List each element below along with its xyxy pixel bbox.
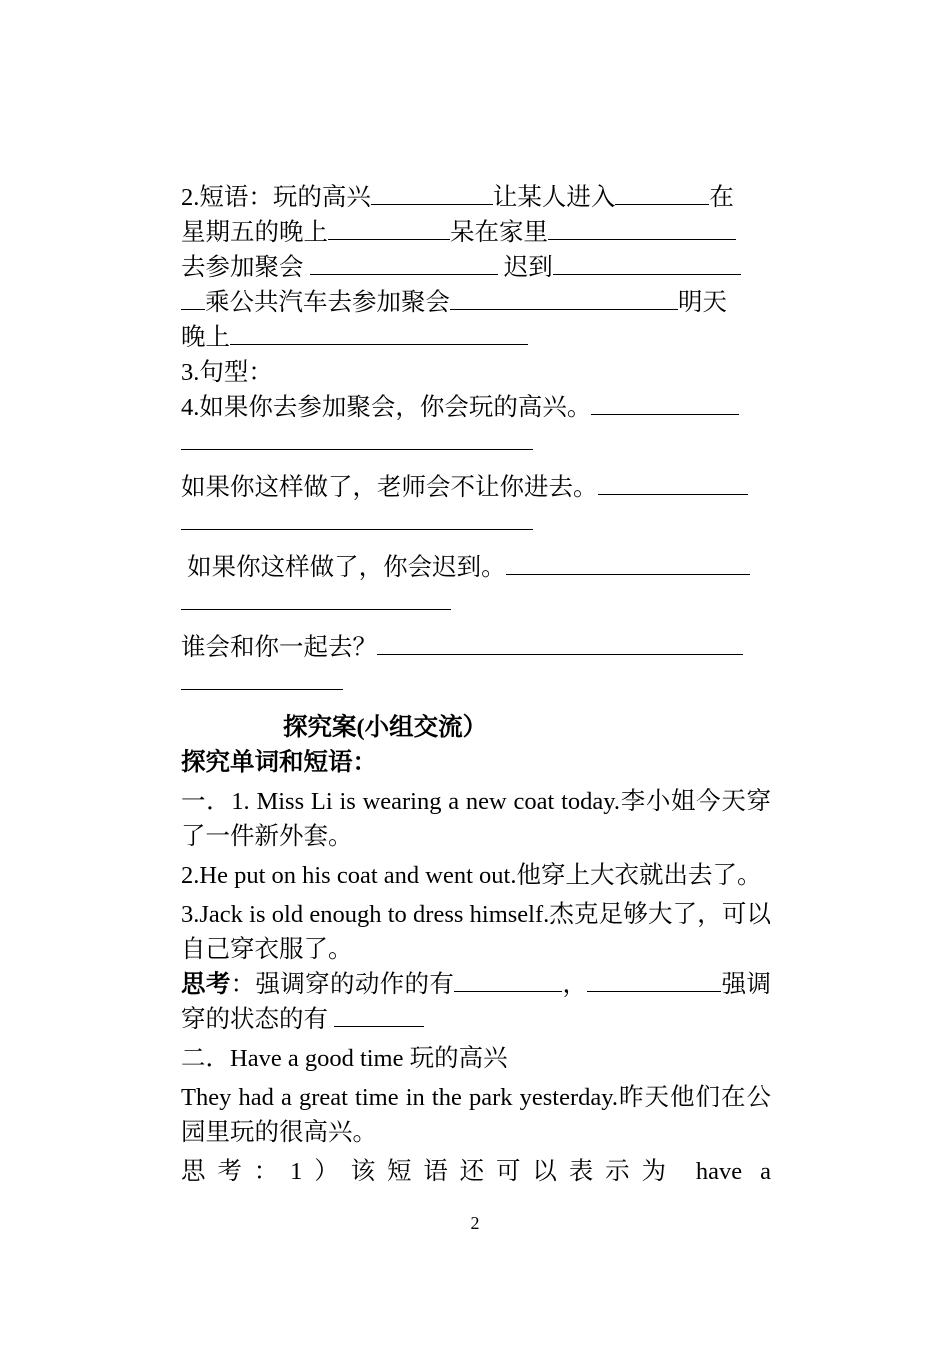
sentence-item-4-cont [181, 665, 771, 700]
phrase-text: 明天 [678, 289, 727, 316]
page-number: 2 [470, 1213, 480, 1233]
sentence-text: 如果你这样做了，你会迟到。 [187, 554, 506, 581]
answer-blank[interactable] [591, 392, 739, 415]
think-text: ：强调穿的动作的有 [230, 971, 455, 998]
answer-blank[interactable] [181, 427, 533, 450]
sentence-item-1-cont [181, 425, 771, 460]
think-text: 强调穿的状态的有 [181, 971, 772, 1033]
answer-blank[interactable] [230, 322, 528, 345]
sentence-item-3 [181, 550, 771, 585]
sentence-text: 谁会和你一起去？ [181, 634, 377, 661]
phrase-text: 星期五的晚上 [181, 219, 328, 246]
answer-blank[interactable] [371, 182, 493, 205]
answer-blank[interactable] [181, 507, 533, 530]
answer-blank[interactable] [328, 217, 450, 240]
sentence-item-1 [181, 390, 771, 425]
answer-blank[interactable] [310, 252, 498, 275]
answer-blank[interactable] [615, 182, 709, 205]
think-label: 思考 [181, 971, 231, 998]
section-title: 探究案(小组交流） [283, 714, 488, 741]
example-sentence-1: 一．1. Miss Li is wearing a new coat today.李小姐今天穿了一件新外套。 [181, 788, 771, 850]
answer-blank[interactable] [598, 472, 748, 495]
example-sentence-2: 2.He put on his coat and went out.他穿上大衣就出去了。 [181, 862, 762, 889]
answer-blank[interactable] [454, 969, 562, 992]
sentence-item-2 [181, 470, 771, 505]
section-subtitle: 探究单词和短语： [181, 749, 377, 776]
think-text: ， [562, 971, 588, 998]
sentence-item-4 [181, 630, 771, 665]
phrase-line-4 [181, 285, 771, 320]
phrase-text: 2.短语：玩的高兴 [181, 184, 371, 211]
phrase-line-5 [181, 320, 771, 355]
phrase-text: 乘公共汽车去参加聚会 [205, 289, 450, 316]
sentence-pattern-heading: 3.句型： [181, 359, 273, 386]
answer-blank[interactable] [334, 1004, 424, 1027]
phrase-text: 在 [709, 184, 734, 211]
answer-blank[interactable] [450, 287, 678, 310]
sentence-item-2-cont [181, 505, 771, 540]
phrase-text: 去参加聚会 [181, 254, 304, 281]
phrase-text: 迟到 [503, 254, 553, 281]
answer-blank[interactable] [553, 252, 741, 275]
example-sentence-3: 3.Jack is old enough to dress himself.杰克足够大了，可以自己穿衣服了。 [181, 901, 771, 963]
think-question-2: 思考：1）该短语还可以表示为 have a [181, 1158, 771, 1185]
sentence-text: 如果你这样做了，老师会不让你进去。 [181, 474, 598, 501]
answer-blank[interactable] [377, 632, 743, 655]
sentence-item-3-cont [181, 585, 771, 620]
phrase-line-3 [181, 250, 771, 285]
answer-blank[interactable] [181, 287, 205, 310]
phrase-text: 呆在家里 [450, 219, 548, 246]
answer-blank[interactable] [181, 667, 343, 690]
sentence-text: 4.如果你去参加聚会，你会玩的高兴。 [181, 394, 592, 421]
worksheet-body [181, 180, 771, 1189]
phrase-text: 晚上 [181, 324, 230, 351]
answer-blank[interactable] [548, 217, 736, 240]
answer-blank[interactable] [587, 969, 721, 992]
example-sentence-4: They had a great time in the park yesterday.昨天他们在公园里玩的很高兴。 [181, 1084, 771, 1146]
phrase-heading-have-a-good-time: 二．Have a good time 玩的高兴 [181, 1045, 508, 1072]
think-question-1 [181, 967, 771, 1037]
phrase-line-2 [181, 215, 771, 250]
answer-blank[interactable] [506, 552, 750, 575]
phrase-text: 让某人进入 [492, 184, 616, 211]
phrase-line-1 [181, 180, 771, 215]
answer-blank[interactable] [181, 587, 451, 610]
